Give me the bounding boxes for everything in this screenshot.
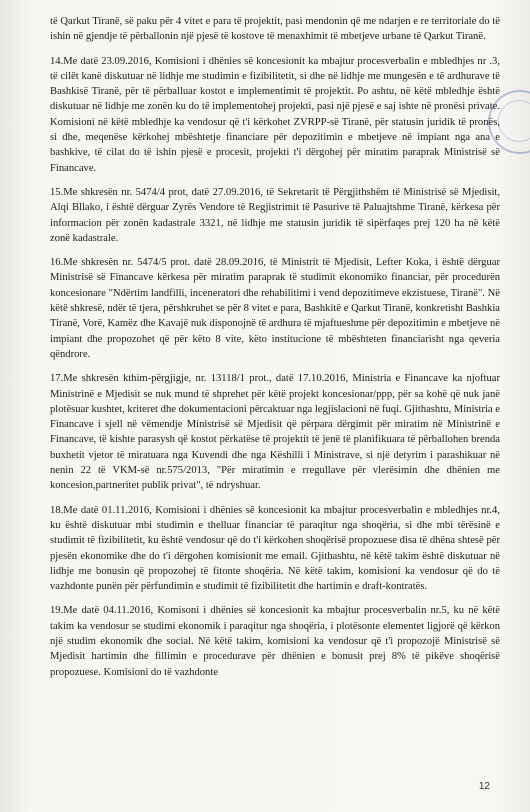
paragraph-15: 15.Me shkresën nr. 5474/4 prot, datë 27.09.2016, të Sekretarit të Përgjithshëm të Ministrisë së Mjedisit, Alqi Bllako, i është dërguar Zyrës Vendore të Regjistrimit të Pasurive të Paluajtshme Tiranë, kërkesa për informacion për zonën kadastrale 3321, në lidhje me statusin juridik të sipërfaqes prej 120 ha në këtë zonë kadastrale. [50,186,500,244]
paragraph-19: 19.Me datë 04.11.2016, Komisoni i dhënies së koncesionit ka mbajtur procesverbalin nr.5, ku në këtë takim ka vendosur se studimi ekonomik i paraqitur nga shoqëria, i plotësonte elementet ligjorë që kërkon një studim ekonomik dhe social. Në këtë takim, komisioni ka vendosur që t'i propozojë Ministrisë së Mjedisit hartimin dhe fillimin e procedurave për dhënien e bonusit prej 8% të pikëve shoqërisë propozuese. Komisioni do të vazhdonte [50,605,500,678]
paragraph-16: 16.Me shkresën nr. 5474/5 prot. datë 28.09.2016, të Ministrit të Mjedisit, Lefter Koka, i është dërguar Ministrisë së Financave kërkesa për miratim paraprak të studimit ekonomiko financiar, për procedurën koncesionare "Ndërtim landfilli, inceneratori dhe rehabilitimi i vend depozitimeve ekzistuese, Tiranë". Në këtë shkresë, ndër të tjera, përshkruhet se për 8 vitet e para, Bashkitë e Qarkut Tiranë, konkretisht Bashkia Tiranë, Vorë, Kamëz dhe Kavajë nuk disponojnë të ardhura të mjaftueshme për depozitimin e mbetjeve në impiant dhe propozohet që për këto 8 vite, këto institucione të mbështeten financiarisht nga qeveria qëndrore. [50,257,500,360]
page-number: 12 [478,781,490,792]
paragraph-18: 18.Me datë 01.11.2016, Komisioni i dhënies së koncesionit ka mbajtur procesverbalin e mbledhjes nr.4, ku është diskutuar mbi studimin e thelluar financiar të paraqitur nga shoqëria, si dhe mbi tërësinë e studimit të fizibilitetit, ku është vendosur që do t'i kërkohen shoqërisë propozuese disa të dhëna shtesë për pjesën ekonomike dhe do t'i dërgohen komisionit me email. Gjithashtu, në këtë takim është diskutuar në lidhje me bonusin që propozohej të fitonte shoqëria. Në këtë takim, komisioni ka vendosur që do të vazhdonte punën për përfundimin e studimit të fizibilitetit dhe hartimin e draft-kontratës. [50,504,500,593]
paragraph-13-continuation: të Qarkut Tiranë, së paku për 4 vitet e para të projektit, pasi mendonin që me ndarjen e re territoriale do të ishin në gjendje të përballonin një pjesë të kostove të menaxhimit të mbetjeve urbane të Qarkut Tiranë. [50,16,500,43]
document-body [50,14,500,689]
paragraph-14: 14.Me datë 23.09.2016, Komisioni i dhënies së koncesionit ka mbajtur procesverbalin e mbledhjes nr .3, të cilët kanë diskutuar në lidhje me studimin e fizibilitetit, si dhe në lidhje me mungesën e të ardhurave të Bashkisë Tiranë, për të përballuar kostot e implementimit të projektit. Po ashtu, në këtë mbledhje është diskutuar në lidhje me zonën ku do të implementohej projekti, pasi një pjesë e saj ishte në pronësi private. Komisioni në këtë mbledhje ka vendosur që t'i kërkohet ZVRPP-së Tiranë, për statusin juridik të pronës, si dhe, meqenëse kërkohej mbështetje financiare për depozitimin e mbetjeve në impiant nga ana e bashkive, të cilat do të ishin pjesë e procesit, projekti t'i dërgohej për miratim paraprak Ministrisë së Financave. [50,55,500,174]
paragraph-17: 17.Me shkresën kthim-përgjigje, nr. 13118/1 prot., datë 17.10.2016, Ministria e Financave ka njoftuar Ministrinë e Mjedisit se nuk mund të shprehet për këtë projekt koncesionar/ppp, për sa kohë që nuk janë plotësuar kushtet, kriteret dhe dokumentacioni përcaktuar nga legjislacioni në fuqi. Gjithashtu, Ministria e Financave i sjell në vëmendje Ministrisë së Mjedisit që përpara dërgimit për miratim në Ministrinë e Financave, të kishte parasysh që kostot përkatëse të projektit të jenë të planifikuara të përballohen brenda buxhetit vjetor të miratuara nga Kuvendi dhe nga Këshilli i Ministrave, si një detyrim i parashikuar në nenin 22 të VKM-së nr.575/2013, "Për miratimin e rregullave për vlerësimin dhe dhënien me koncesion,partneritet publik privat", të ndryshuar. [50,373,500,492]
